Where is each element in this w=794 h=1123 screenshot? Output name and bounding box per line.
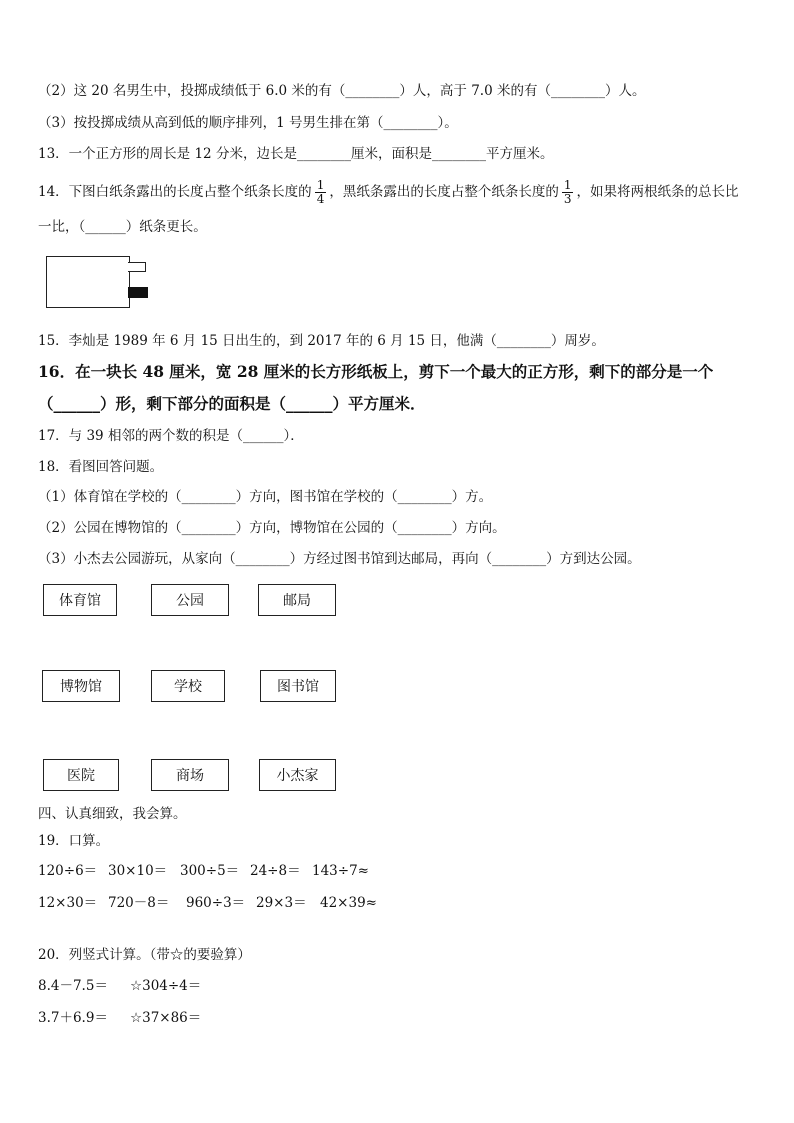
calc-item: 42×39≈ [320,895,377,911]
fraction-numerator: 1 [316,178,325,192]
map-box-mall: 商场 [151,759,229,791]
map-box-home: 小杰家 [259,759,336,791]
q18-title: 18．看图回答问题。 [38,459,164,475]
calc-item: ☆304÷4＝ [130,978,202,994]
calc-item: 29×3＝ [256,895,307,911]
q19-title: 19．口算。 [38,833,110,849]
fraction-one-third [562,179,574,206]
map-box-hospital: 医院 [43,759,119,791]
calc-item: ☆37×86＝ [130,1010,202,1026]
q15: 15．李灿是 1989 年 6 月 15 日出生的，到 2017 年的 6 月 15 日，他满（________）周岁。 [38,333,605,349]
q12-part3: （3）按投掷成绩从高到低的顺序排列，1 号男生排在第（________）。 [38,115,458,131]
white-strip [128,262,146,272]
calc-item: 8.4－7.5＝ [38,978,108,994]
calc-item: 143÷7≈ [312,863,369,879]
fraction-numerator: 1 [563,178,572,192]
q14-text-c: ，如果将两根纸条的总长比 [576,184,739,200]
q18-part3: （3）小杰去公园游玩，从家向（________）方经过图书馆到达邮局，再向（________）方到达公园。 [38,551,641,567]
black-strip [128,287,148,298]
q14-text-a: 14．下图白纸条露出的长度占整个纸条长度的 [38,184,312,200]
calc-item: 300÷5＝ [180,863,240,879]
map-box-gym: 体育馆 [43,584,117,616]
q16-line1: 16．在一块长 48 厘米，宽 28 厘米的长方形纸板上，剪下一个最大的正方形，剩下的部分是一个 [38,362,714,381]
map-box-library: 图书馆 [260,670,336,702]
fraction-one-quarter [315,179,327,206]
map-box-park: 公园 [151,584,229,616]
q18-part2: （2）公园在博物馆的（________）方向，博物馆在公园的（________）方向。 [38,520,506,536]
q20-title: 20．列竖式计算。（带☆的要验算） [38,947,251,963]
q17: 17．与 39 相邻的两个数的积是（______）． [38,428,304,444]
calc-item: 960÷3＝ [186,895,246,911]
q14-line1 [38,174,738,210]
calc-item: 120÷6＝ [38,863,98,879]
paper-strip-figure [46,256,130,308]
calc-item: 30×10＝ [108,863,168,879]
q16-line2: （______）形，剩下部分的面积是（______）平方厘米． [38,394,426,413]
calc-item: 720－8＝ [108,895,170,911]
q14-line2: 一比，（______）纸条更长。 [38,219,207,235]
calc-item: 3.7＋6.9＝ [38,1010,108,1026]
fraction-denominator: 4 [316,192,325,206]
q14-text-b: ，黑纸条露出的长度占整个纸条长度的 [329,184,559,200]
q13: 13．一个正方形的周长是 12 分米，边长是________厘米，面积是________平方厘米。 [38,146,554,162]
q18-part1: （1）体育馆在学校的（________）方向，图书馆在学校的（________）方。 [38,489,493,505]
fraction-denominator: 3 [563,192,572,206]
section-4-heading: 四、认真细致，我会算。 [38,806,187,822]
map-box-school: 学校 [151,670,225,702]
calc-item: 12×30＝ [38,895,98,911]
map-box-post-office: 邮局 [258,584,336,616]
q12-part2: （2）这 20 名男生中，投掷成绩低于 6.0 米的有（________）人，高于 7.0 米的有（________）人。 [38,83,646,99]
calc-item: 24÷8＝ [250,863,301,879]
map-box-museum: 博物馆 [42,670,120,702]
